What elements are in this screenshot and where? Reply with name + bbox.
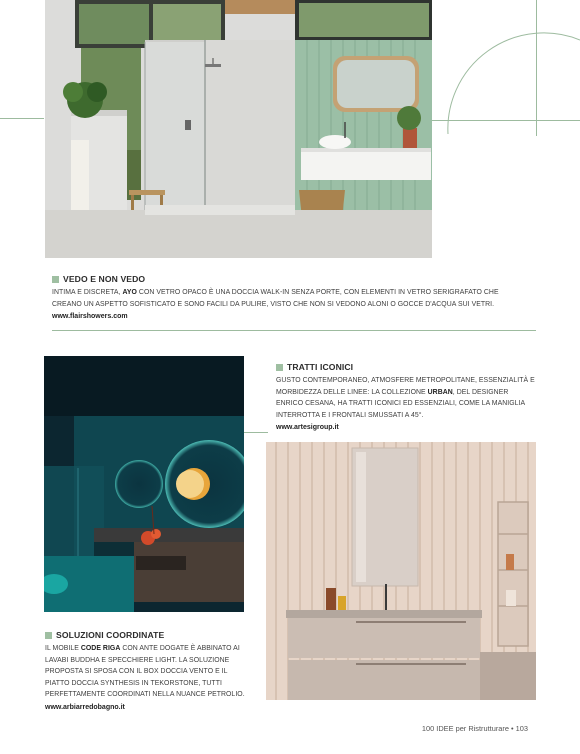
photo-fluted-vanity: [266, 442, 536, 700]
decor-line-small-right: [244, 432, 268, 433]
page-folio: 100 IDEE per Ristrutturare • 103: [421, 724, 528, 733]
caption-body-pre: GUSTO CONTEMPORANEO, ATMOSFERE METROPOLITANE, ESSENZIALITÀ E MORBIDEZZA DELLE LINEE: LA COLLEZIONE: [276, 377, 535, 396]
caption-title-text: TRATTI ICONICI: [287, 362, 354, 372]
caption-body: [276, 375, 536, 421]
caption-body: [45, 643, 250, 701]
caption-vedo-e-non-vedo: [52, 274, 522, 320]
caption-title-text: VEDO E NON VEDO: [63, 274, 146, 284]
title-marker-square: [52, 276, 59, 283]
caption-body-product: URBAN: [427, 388, 453, 396]
caption-link[interactable]: www.artesigroup.it: [276, 424, 339, 432]
decor-line-mid: [52, 330, 536, 331]
caption-body-product: CODE RIGA: [80, 645, 121, 652]
caption-body: [52, 287, 522, 310]
caption-body-post: CON ANTE DOGATE È ABBINATO AI LAVABI BUDDHA E SPECCHIERE LIGHT. LA SOLUZIONE PROPOSTA SI SPOSA CON IL BOX DOCCIA VENTO E IL PIATTO DOCCIA SYNTHESIS IN TEKORSTONE, TUTTI PERFETTAMENTE COORDINATI NELLA NUANCE PETROLIO.: [45, 645, 245, 699]
caption-tratti-iconici: [276, 362, 536, 431]
decor-line-top-left: [0, 118, 44, 119]
caption-body-pre: IL MOBILE: [45, 645, 81, 652]
photo-walk-in-shower: [45, 0, 432, 258]
decor-arc: [440, 30, 580, 140]
caption-body-product: AYO: [122, 289, 137, 296]
caption-title: [52, 274, 522, 284]
caption-body-post: CON VETRO OPACO È UNA DOCCIA WALK-IN SENZA PORTE, CON ELEMENTI IN VETRO SERIGRAFATO CHE CREANO UN ASPETTO SOFISTICATO E SONO FACILI DA PULIRE, VISTO CHE NON SI VEDONO ALONI O GOCCE D'ACQUA SUI VETRI.: [52, 289, 499, 308]
caption-title-text: SOLUZIONI COORDINATE: [56, 630, 165, 640]
caption-soluzioni-coordinate: [45, 630, 250, 711]
caption-link[interactable]: www.arbiarredobagno.it: [45, 703, 125, 711]
title-marker-square: [45, 632, 52, 639]
caption-body-post: , DEL DESIGNER ENRICO CESANA, HA TRATTI ICONICI ED ESSENZIALI, COME LA MANIGLIA INTERROTTA E I FRONTALI SMUSSATI A 45°.: [276, 388, 525, 419]
caption-title: [45, 630, 250, 640]
caption-body-pre: INTIMA E DISCRETA,: [52, 289, 123, 296]
title-marker-square: [276, 364, 283, 371]
caption-link[interactable]: www.flairshowers.com: [52, 313, 128, 321]
photo-petrol-bathroom: [44, 356, 244, 612]
caption-title: [276, 362, 536, 372]
